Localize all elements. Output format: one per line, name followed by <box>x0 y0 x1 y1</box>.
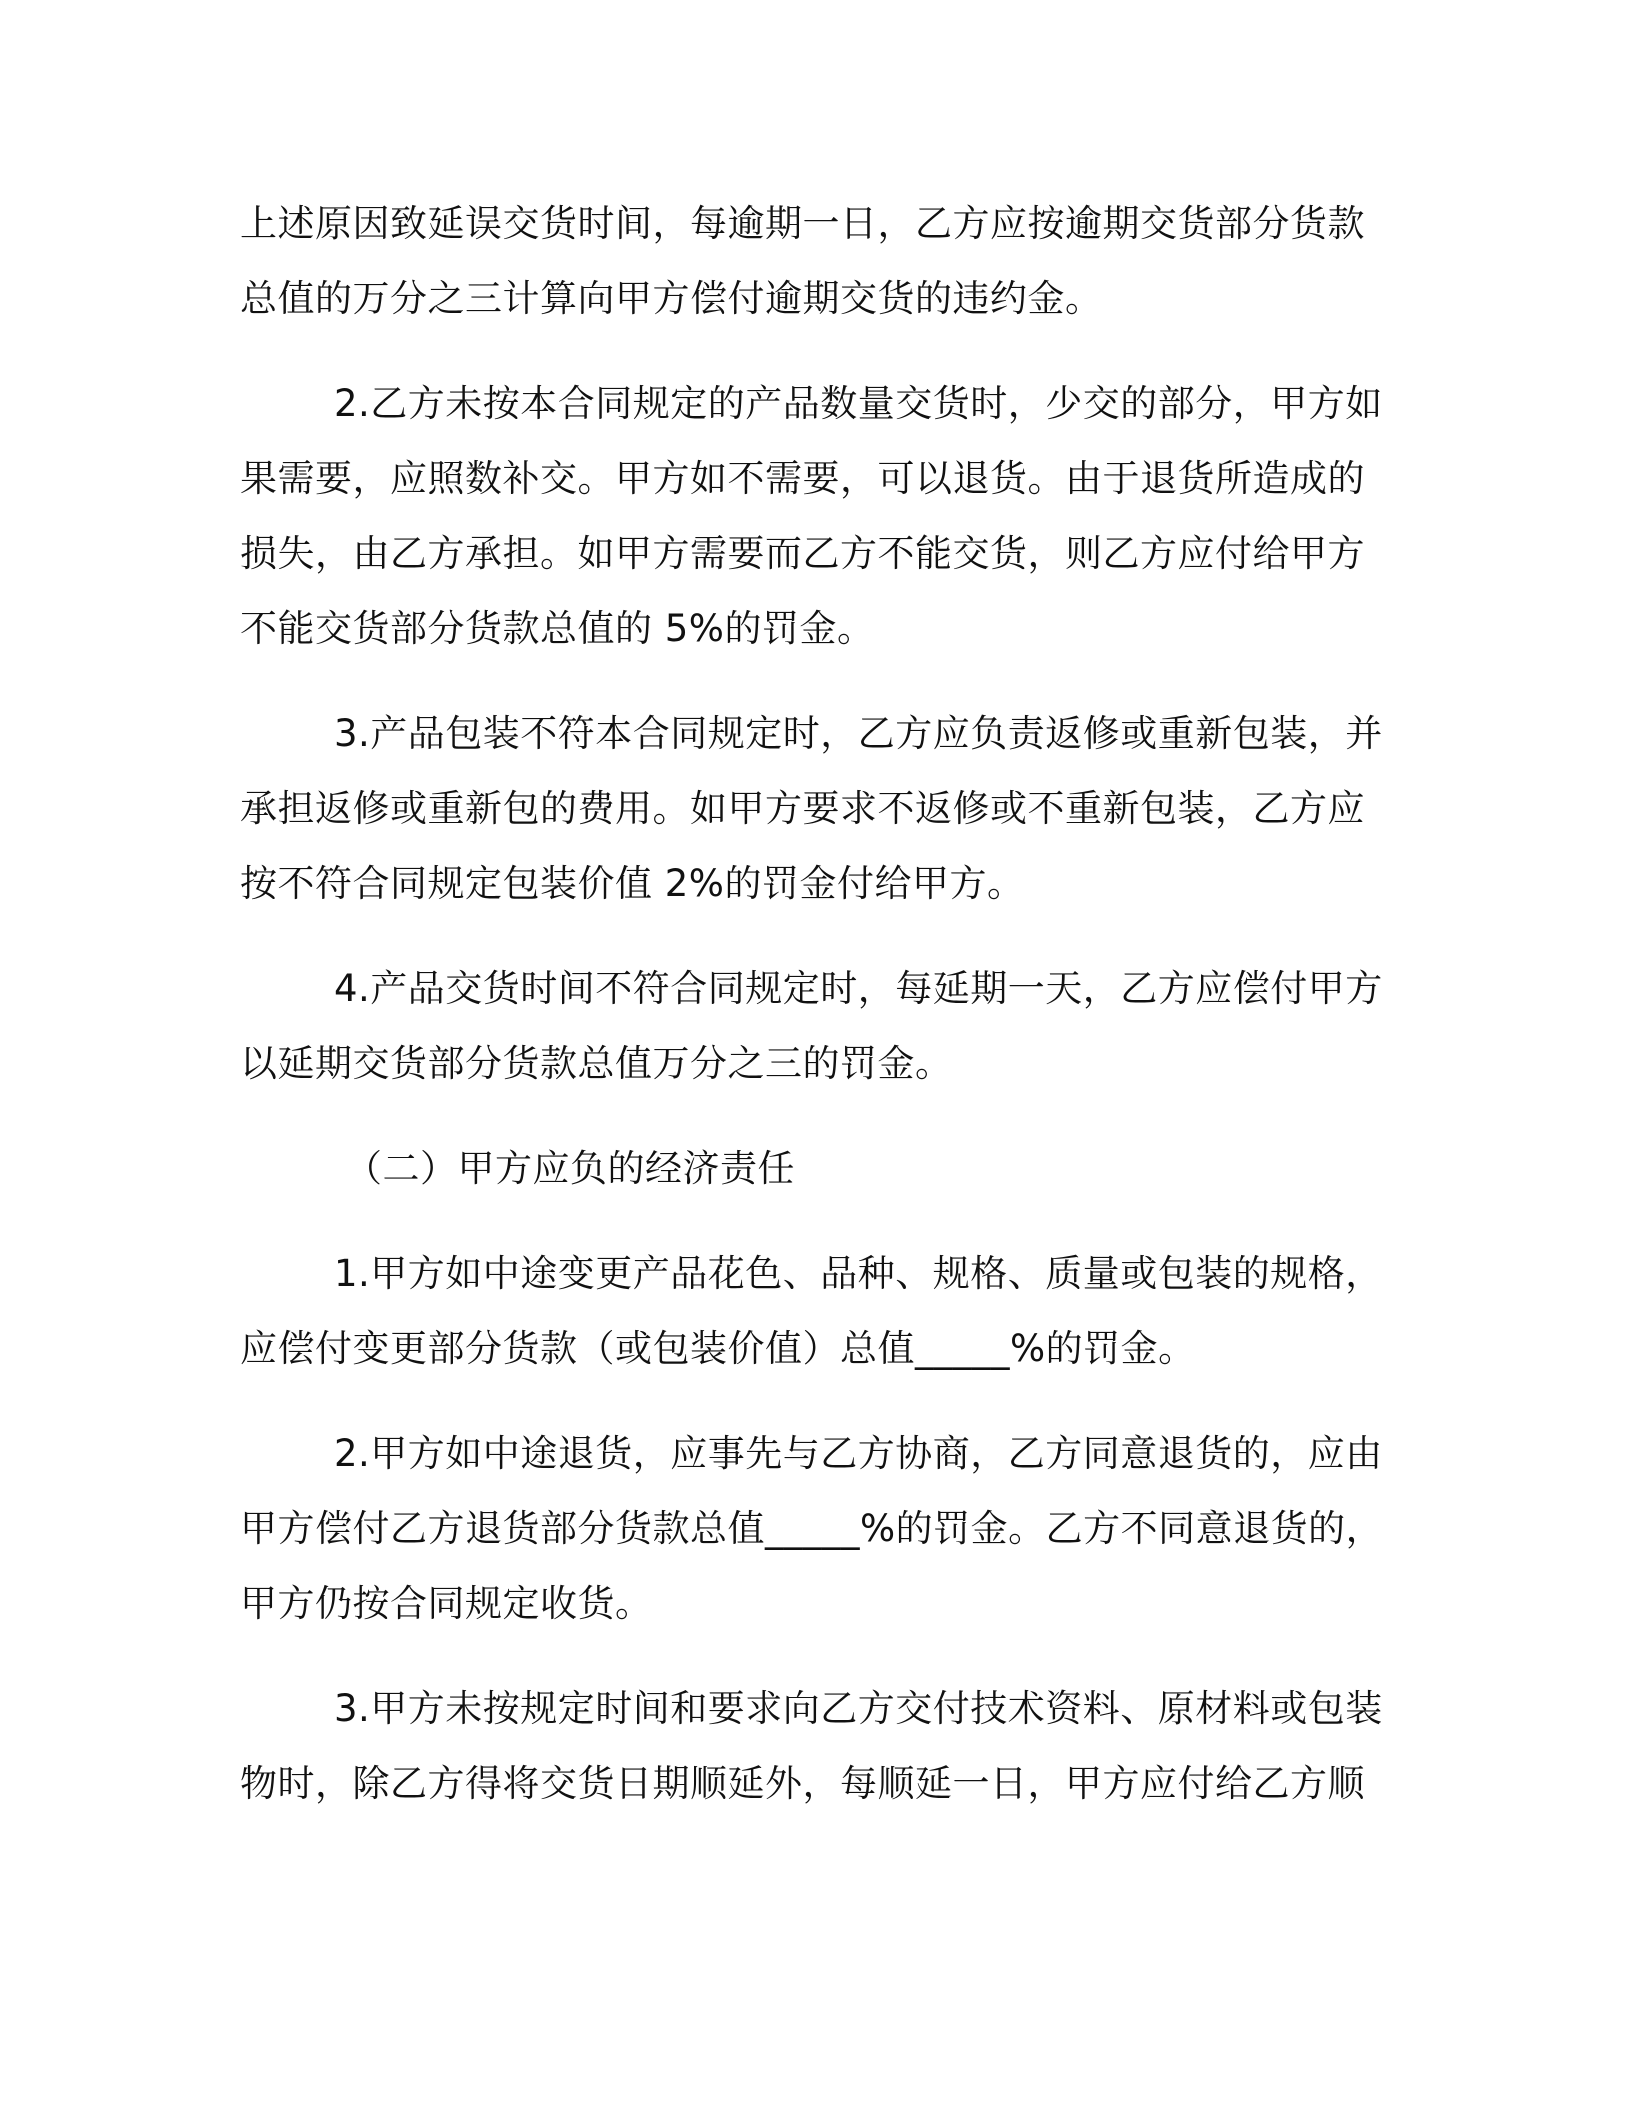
text-line: 按不符合同规定包装价值 2%的罚金付给甲方。 <box>240 862 1025 905</box>
paragraph-a-clause-1-change <box>240 1236 1383 1386</box>
text-line: 甲方偿付乙方退货部分货款总值_____%的罚金。乙方不同意退货的， <box>240 1507 1384 1550</box>
paragraph-clause-2-quantity <box>240 366 1383 666</box>
text-line: 总值的万分之三计算向甲方偿付逾期交货的违约金。 <box>240 277 1103 320</box>
document-body <box>240 186 1384 1821</box>
text-line: 3.甲方未按规定时间和要求向乙方交付技术资料、原材料或包装 <box>334 1687 1383 1730</box>
paragraph-delay-penalty-continued <box>240 186 1380 336</box>
text-line: 甲方仍按合同规定收货。 <box>240 1582 653 1625</box>
section-heading: （二）甲方应负的经济责任 <box>345 1147 795 1190</box>
section-heading-party-a-liability <box>240 1131 1380 1206</box>
text-line: 物时，除乙方得将交货日期顺延外，每顺延一日，甲方应付给乙方顺 <box>240 1762 1365 1805</box>
text-line: 果需要，应照数补交。甲方如不需要，可以退货。由于退货所造成的 <box>240 457 1365 500</box>
text-line: 损失，由乙方承担。如甲方需要而乙方不能交货，则乙方应付给甲方 <box>240 532 1365 575</box>
paragraph-clause-4-delivery-time <box>240 951 1383 1101</box>
text-line: 2.乙方未按本合同规定的产品数量交货时，少交的部分，甲方如 <box>334 382 1383 425</box>
text-line: 应偿付变更部分货款（或包装价值）总值_____%的罚金。 <box>240 1327 1196 1370</box>
text-line: 不能交货部分货款总值的 5%的罚金。 <box>240 607 875 650</box>
paragraph-clause-3-packaging <box>240 696 1383 921</box>
text-line: 4.产品交货时间不符合同规定时，每延期一天，乙方应偿付甲方 <box>334 967 1383 1010</box>
text-line: 承担返修或重新包的费用。如甲方要求不返修或不重新包装，乙方应 <box>240 787 1365 830</box>
text-line: 以延期交货部分货款总值万分之三的罚金。 <box>240 1042 953 1085</box>
text-line: 2.甲方如中途退货，应事先与乙方协商，乙方同意退货的，应由 <box>334 1432 1383 1475</box>
text-line: 3.产品包装不符本合同规定时，乙方应负责返修或重新包装，并 <box>334 712 1383 755</box>
text-line: 1.甲方如中途变更产品花色、品种、规格、质量或包装的规格， <box>334 1252 1383 1295</box>
text-line: 上述原因致延误交货时间，每逾期一日，乙方应按逾期交货部分货款 <box>240 202 1365 245</box>
paragraph-a-clause-3-materials <box>240 1671 1383 1821</box>
paragraph-a-clause-2-return <box>240 1416 1384 1641</box>
